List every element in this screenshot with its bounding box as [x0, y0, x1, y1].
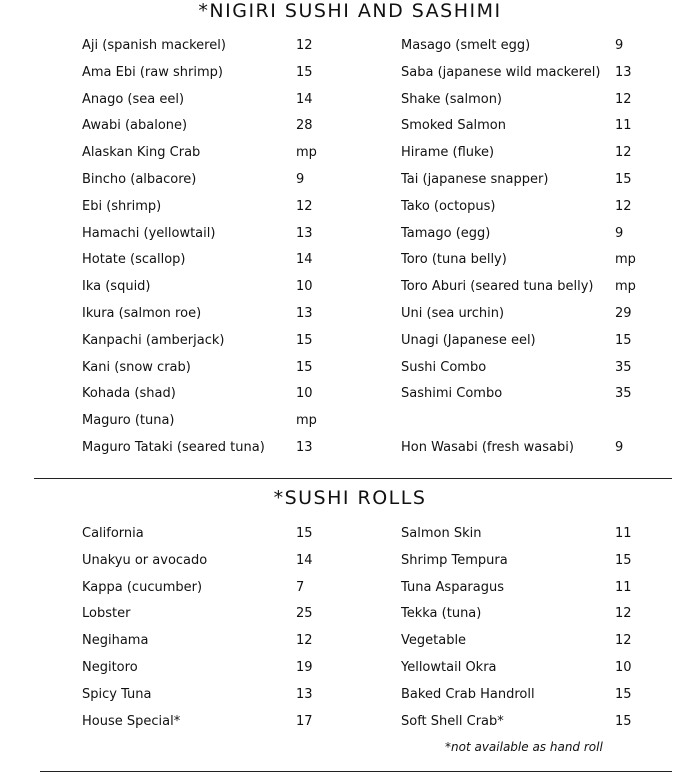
menu-item-price: 10: [296, 386, 313, 402]
menu-item-price: 15: [615, 332, 632, 348]
menu-item-price: 28: [296, 118, 313, 134]
menu-item-name: Uni (sea urchin): [401, 305, 505, 321]
menu-item-name: Negihama: [82, 633, 149, 649]
menu-item-price: 13: [296, 439, 313, 455]
bottom-divider: [40, 771, 672, 772]
menu-item-price: 35: [615, 359, 632, 375]
menu-item-price: 7: [296, 579, 305, 595]
menu-item-row: [82, 381, 342, 408]
menu-item-price: 14: [296, 91, 313, 107]
menu-item-row: [82, 194, 342, 221]
menu-item-name: Hotate (scallop): [82, 252, 186, 268]
rolls-right-column: [401, 521, 661, 735]
menu-item-row: [82, 408, 342, 435]
menu-item-row: [82, 301, 342, 328]
menu-item-name: Sushi Combo: [401, 359, 487, 375]
menu-item-row: [401, 87, 661, 114]
menu-item-name: Awabi (abalone): [82, 118, 188, 134]
menu-item-name: Lobster: [82, 606, 131, 622]
menu-item-name: Kappa (cucumber): [82, 579, 203, 595]
hand-roll-note: *not available as hand roll: [445, 740, 603, 754]
menu-item-price: 12: [615, 91, 632, 107]
menu-item-name: House Special*: [82, 713, 181, 729]
menu-item-row: [401, 381, 661, 408]
menu-item-name: Spicy Tuna: [82, 686, 152, 702]
menu-item-row: [82, 355, 342, 382]
menu-item-price: 11: [615, 118, 632, 134]
menu-item-name: Tekka (tuna): [401, 606, 482, 622]
menu-item-name: Kani (snow crab): [82, 359, 191, 375]
menu-item-price: 13: [296, 305, 313, 321]
menu-item-price: 13: [296, 686, 313, 702]
menu-item-name: Hon Wasabi (fresh wasabi): [401, 439, 574, 455]
menu-item-name: Anago (sea eel): [82, 91, 185, 107]
menu-item-price: 17: [296, 713, 313, 729]
menu-item-row: [82, 709, 342, 736]
menu-item-name: Hirame (fluke): [401, 145, 495, 161]
menu-item-name: Sashimi Combo: [401, 386, 503, 402]
menu-item-price: 15: [615, 552, 632, 568]
menu-item-row: [401, 709, 661, 736]
menu-item-price: 15: [615, 713, 632, 729]
menu-item-name: Shrimp Tempura: [401, 552, 508, 568]
menu-item-row: [401, 435, 661, 462]
menu-item-name: Alaskan King Crab: [82, 145, 201, 161]
menu-item-name: Ikura (salmon roe): [82, 305, 202, 321]
menu-item-row: [401, 682, 661, 709]
menu-item-name: Baked Crab Handroll: [401, 686, 535, 702]
menu-item-row: [82, 548, 342, 575]
menu-item-row: [82, 575, 342, 602]
menu-item-name: Ebi (shrimp): [82, 198, 162, 214]
menu-item-price: 12: [296, 198, 313, 214]
menu-item-price: 19: [296, 659, 313, 675]
menu-item-price: 12: [296, 633, 313, 649]
menu-item-row: [82, 655, 342, 682]
menu-item-price: 14: [296, 252, 313, 268]
menu-item-row: [401, 628, 661, 655]
menu-item-price: mp: [296, 145, 317, 161]
menu-item-price: 12: [296, 38, 313, 53]
menu-item-price: 11: [615, 526, 632, 541]
menu-item-name: Kanpachi (amberjack): [82, 332, 225, 348]
menu-item-name: Ama Ebi (raw shrimp): [82, 64, 223, 80]
menu-item-name: Aji (spanish mackerel): [82, 38, 226, 53]
menu-item-name: Salmon Skin: [401, 526, 482, 541]
menu-item-row: [401, 328, 661, 355]
menu-item-price: 12: [615, 198, 632, 214]
menu-item-row: [82, 274, 342, 301]
menu-item-price: 9: [615, 439, 624, 455]
menu-item-row: [401, 60, 661, 87]
menu-item-name: Maguro Tataki (seared tuna): [82, 439, 265, 455]
menu-item-row: [82, 33, 342, 60]
rolls-section-title: *SUSHI ROLLS: [273, 487, 427, 509]
menu-item-name: California: [82, 526, 144, 541]
menu-item-price: 9: [296, 171, 305, 187]
menu-item-row: [401, 140, 661, 167]
menu-item-row: [82, 140, 342, 167]
menu-item-price: 10: [296, 279, 313, 295]
menu-item-name: Tuna Asparagus: [401, 579, 505, 595]
menu-item-price: 15: [615, 686, 632, 702]
menu-item-row: [401, 521, 661, 548]
menu-item-row: [82, 60, 342, 87]
menu-item-row: [82, 247, 342, 274]
menu-item-row: [401, 247, 661, 274]
menu-item-price: mp: [615, 279, 636, 295]
menu-item-name: Hamachi (yellowtail): [82, 225, 216, 241]
menu-item-row: [401, 113, 661, 140]
menu-item-name: Smoked Salmon: [401, 118, 507, 134]
menu-item-price: 12: [615, 145, 632, 161]
menu-item-row: [82, 221, 342, 248]
menu-item-name: Masago (smelt egg): [401, 38, 531, 53]
menu-item-price: 14: [296, 552, 313, 568]
menu-item-row: [401, 655, 661, 682]
menu-item-row: [82, 628, 342, 655]
menu-item-price: 15: [615, 171, 632, 187]
menu-item-price: 13: [615, 64, 632, 80]
menu-item-name: Unagi (Japanese eel): [401, 332, 536, 348]
menu-item-row: [82, 113, 342, 140]
menu-item-row: [82, 435, 342, 462]
menu-item-row: [401, 408, 661, 435]
menu-item-name: Vegetable: [401, 633, 467, 649]
menu-item-price: 12: [615, 606, 632, 622]
menu-item-price: 11: [615, 579, 632, 595]
menu-item-price: 25: [296, 606, 313, 622]
nigiri-left-column: [82, 33, 342, 462]
menu-item-price: 9: [615, 225, 624, 241]
menu-item-name: Yellowtail Okra: [401, 659, 497, 675]
menu-item-name: Kohada (shad): [82, 386, 176, 402]
menu-item-name: Tai (japanese snapper): [401, 171, 549, 187]
menu-item-row: [401, 355, 661, 382]
menu-item-row: [401, 575, 661, 602]
menu-item-row: [82, 601, 342, 628]
menu-item-name: Tako (octopus): [401, 198, 496, 214]
nigiri-right-column: [401, 33, 661, 462]
menu-item-row: [401, 274, 661, 301]
menu-item-row: [401, 167, 661, 194]
menu-item-row: [82, 682, 342, 709]
menu-item-name: Maguro (tuna): [82, 413, 175, 429]
menu-item-row: [82, 87, 342, 114]
menu-item-name: Soft Shell Crab*: [401, 713, 504, 729]
menu-item-price: 15: [296, 359, 313, 375]
menu-item-row: [401, 601, 661, 628]
nigiri-section-title: *NIGIRI SUSHI AND SASHIMI: [198, 0, 502, 22]
menu-item-name: Saba (japanese wild mackerel): [401, 64, 601, 80]
menu-item-price: 29: [615, 305, 632, 321]
menu-item-row: [82, 328, 342, 355]
menu-item-name: Shake (salmon): [401, 91, 503, 107]
menu-item-price: 15: [296, 526, 313, 541]
menu-item-price: 12: [615, 633, 632, 649]
menu-item-price: 10: [615, 659, 632, 675]
menu-item-name: Toro (tuna belly): [401, 252, 507, 268]
menu-item-name: Ika (squid): [82, 279, 151, 295]
menu-item-price: 9: [615, 38, 624, 53]
section-divider: [34, 478, 672, 479]
menu-item-row: [82, 521, 342, 548]
menu-item-name: Toro Aburi (seared tuna belly): [401, 279, 594, 295]
menu-item-row: [82, 167, 342, 194]
menu-item-price: 15: [296, 64, 313, 80]
menu-item-row: [401, 221, 661, 248]
menu-item-price: 35: [615, 386, 632, 402]
menu-item-row: [401, 194, 661, 221]
menu-item-name: Negitoro: [82, 659, 138, 675]
menu-item-price: 15: [296, 332, 313, 348]
rolls-left-column: [82, 521, 342, 735]
menu-item-price: 13: [296, 225, 313, 241]
menu-item-name: Bincho (albacore): [82, 171, 197, 187]
menu-item-name: Tamago (egg): [401, 225, 491, 241]
menu-item-row: [401, 301, 661, 328]
menu-item-row: [401, 33, 661, 60]
menu-item-row: [401, 548, 661, 575]
menu-item-name: Unakyu or avocado: [82, 552, 208, 568]
menu-item-price: mp: [615, 252, 636, 268]
menu-item-price: mp: [296, 413, 317, 429]
